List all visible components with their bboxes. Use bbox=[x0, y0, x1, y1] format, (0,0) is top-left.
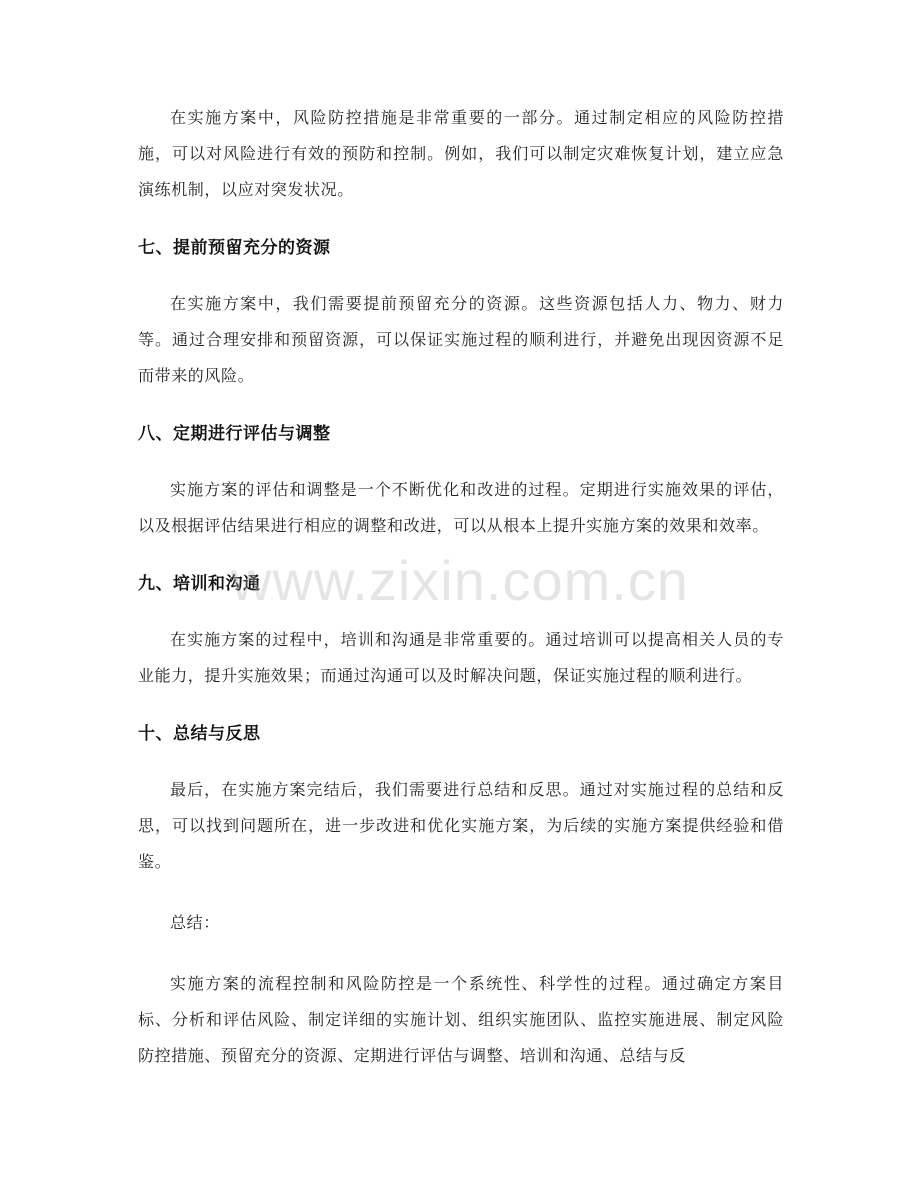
heading-section-9: 九、培训和沟通 bbox=[138, 574, 261, 594]
heading-section-7: 七、提前预留充分的资源 bbox=[138, 238, 331, 258]
heading-section-8: 八、定期进行评估与调整 bbox=[138, 424, 331, 444]
paragraph-resources: 在实施方案中，我们需要提前预留充分的资源。这些资源包括人力、物力、财力等。通过合理安排和预留资源，可以保证实施过程的顺利进行，并避免出现因资源不足而带来的风险。 bbox=[138, 294, 784, 385]
paragraph-reflection: 最后，在实施方案完结后，我们需要进行总结和反思。通过对实施过程的总结和反思，可以找到问题所在，进一步改进和优化实施方案，为后续的实施方案提供经验和借鉴。 bbox=[138, 780, 784, 871]
paragraph-risk-measures: 在实施方案中，风险防控措施是非常重要的一部分。通过制定相应的风险防控措施，可以对风险进行有效的预防和控制。例如，我们可以制定灾难恢复计划，建立应急演练机制，以应对突发状况。 bbox=[138, 108, 784, 199]
paragraph-summary: 实施方案的流程控制和风险防控是一个系统性、科学性的过程。通过确定方案目标、分析和评估风险、制定详细的实施计划、组织实施团队、监控实施进展、制定风险防控措施、预留充分的资源、定期进行评估与调整、培训和沟通、总结与反 bbox=[138, 974, 784, 1065]
heading-section-10: 十、总结与反思 bbox=[138, 724, 261, 744]
document-body bbox=[138, 100, 784, 1099]
paragraph-training: 在实施方案的过程中，培训和沟通是非常重要的。通过培训可以提高相关人员的专业能力，提升实施效果；而通过沟通可以及时解决问题，保证实施过程的顺利进行。 bbox=[138, 630, 784, 685]
watermark: www.zixin.com.cn bbox=[231, 549, 689, 612]
paragraph-summary-label: 总结： bbox=[170, 913, 220, 932]
paragraph-evaluation: 实施方案的评估和调整是一个不断优化和改进的过程。定期进行实施效果的评估，以及根据评估结果进行相应的调整和改进，可以从根本上提升实施方案的效果和效率。 bbox=[138, 480, 784, 535]
